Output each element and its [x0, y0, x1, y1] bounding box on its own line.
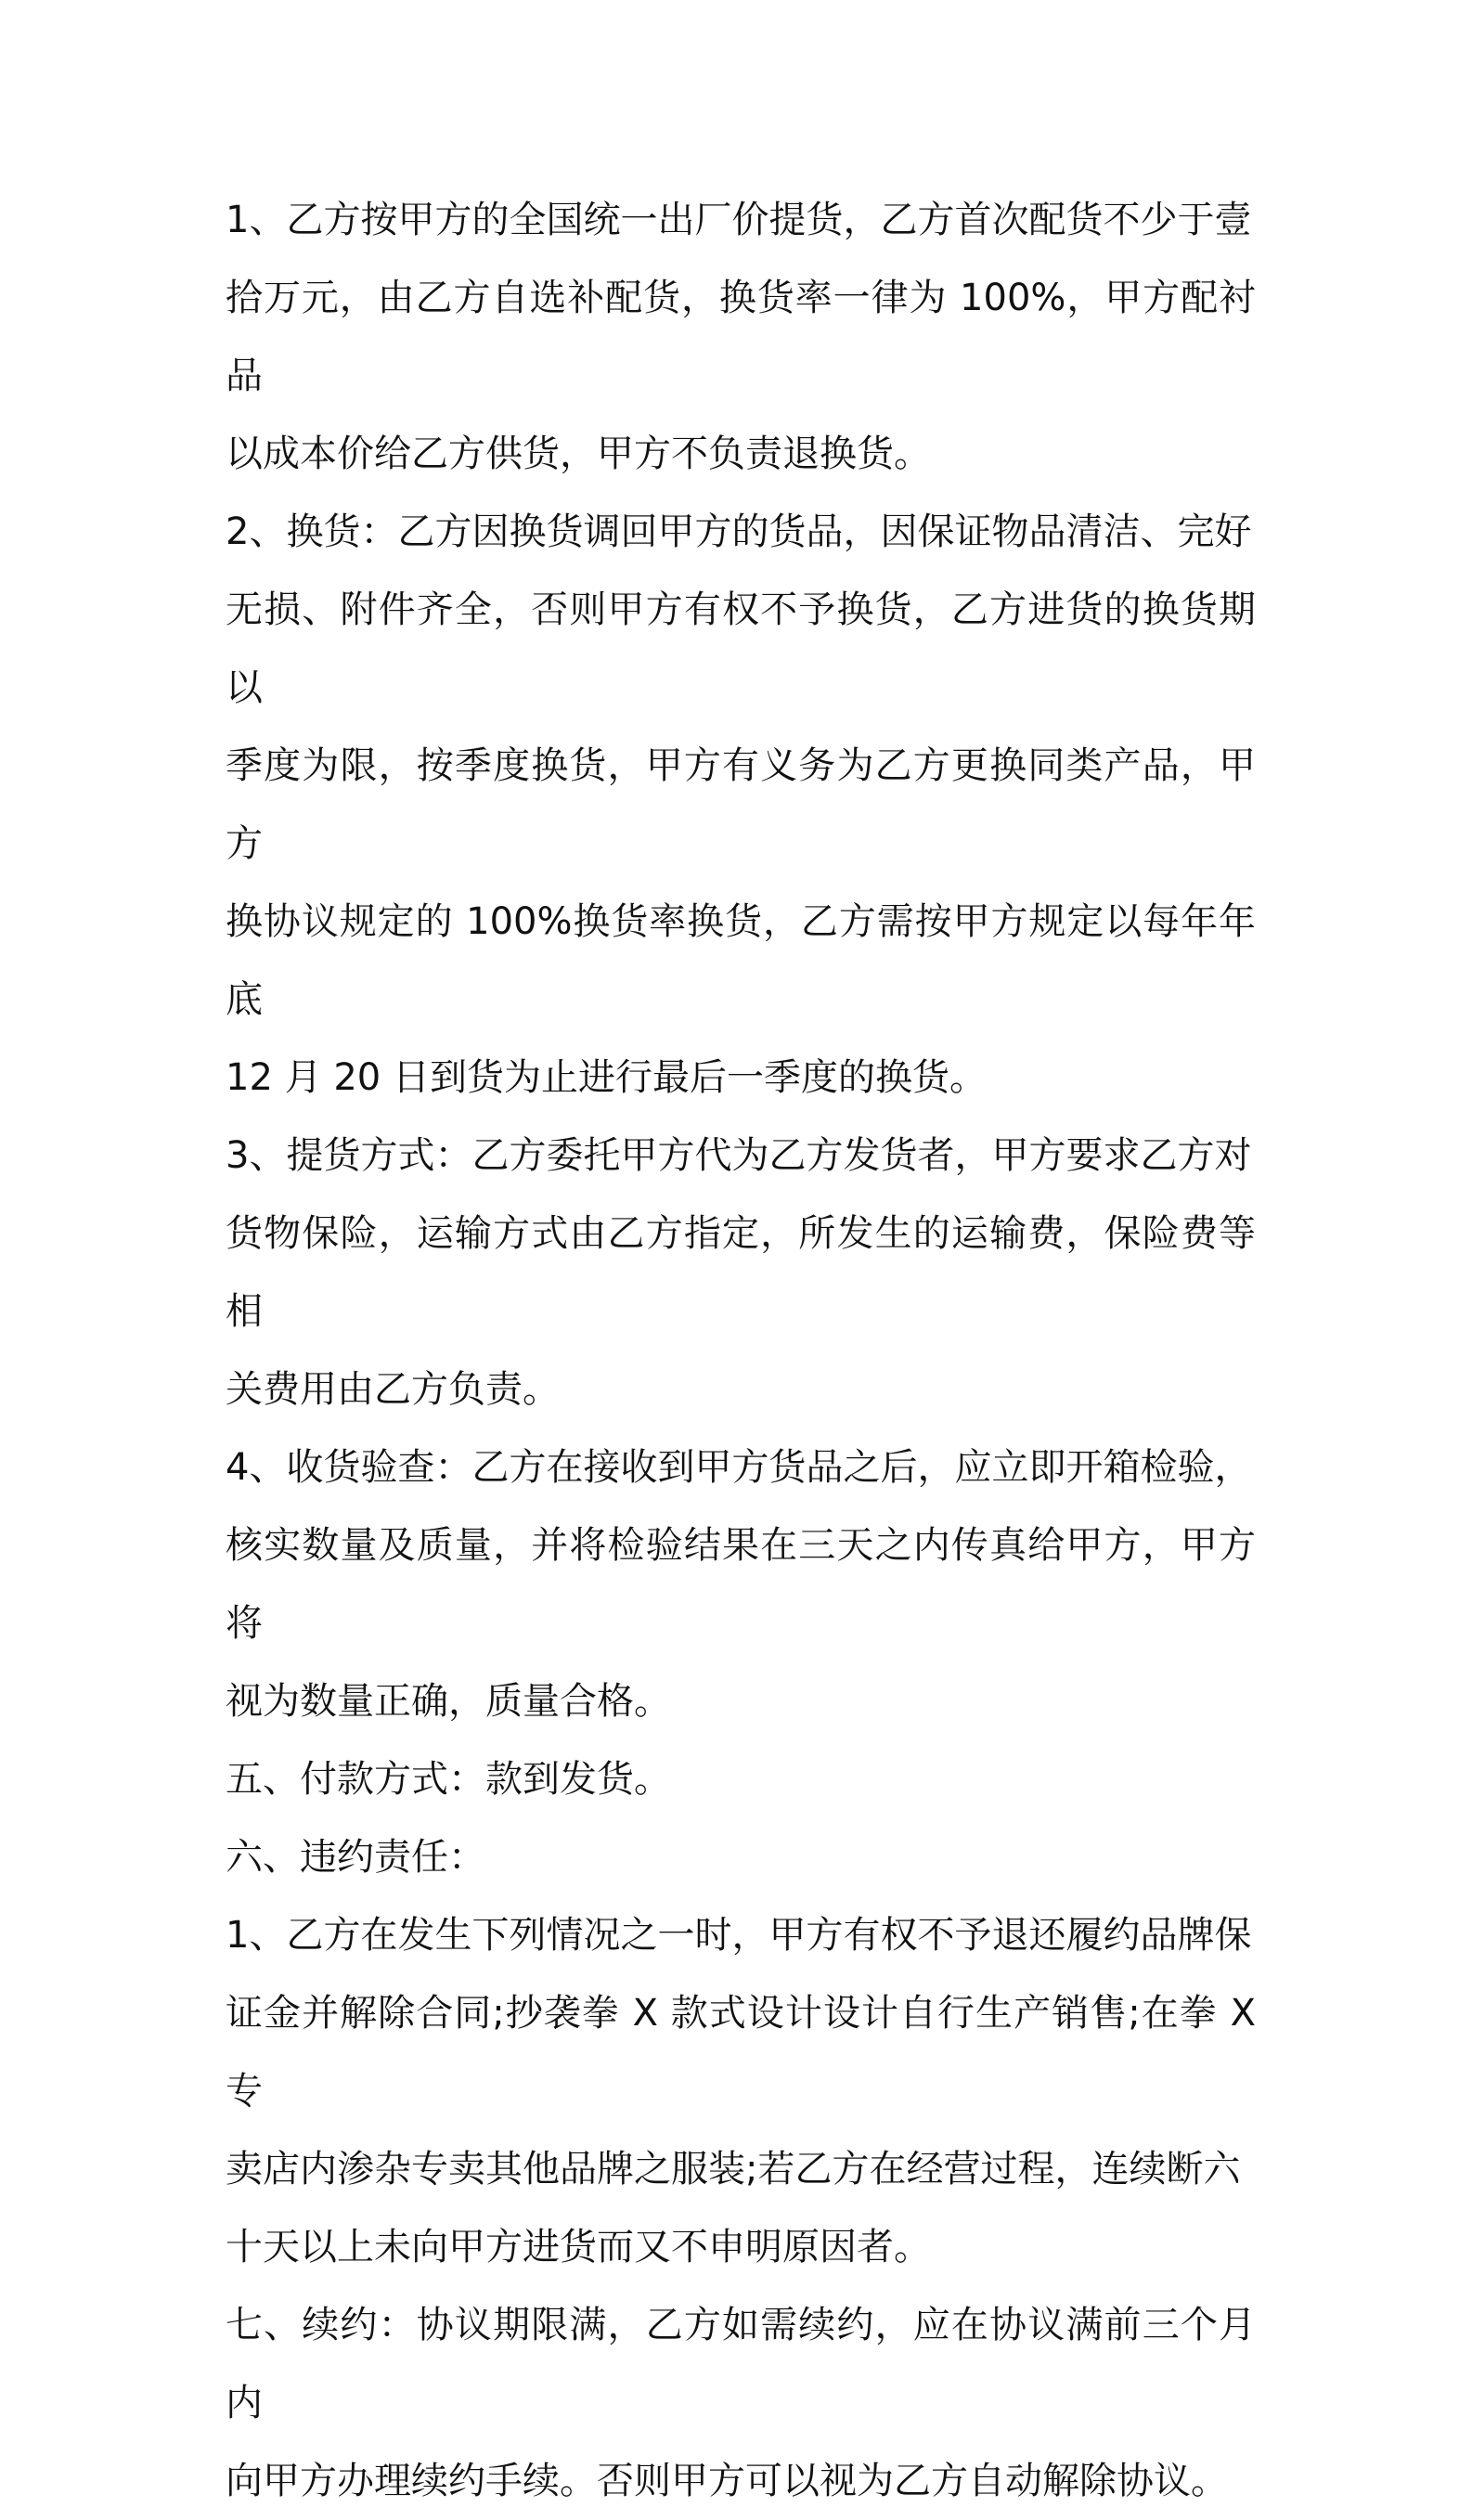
paragraph-section-5-payment: 五、付款方式：款到发货。	[226, 1758, 671, 1801]
paragraph-section-6-clause-1: 1、乙方在发生下列情况之一时，甲方有权不予退还履约品牌保 证金并解除合同;抄袭拳 X 款式设计设计自行生产销售;在拳 X 专 卖店内渗杂专卖其他品牌之服装;若乙方在经营过程，连续断六 十天以上未向甲方进货而又不申明原因者。	[226, 1914, 1256, 2268]
paragraph-clause-1-pickup: 1、乙方按甲方的全国统一出厂价提货，乙方首次配货不少于壹 拾万元，由乙方自选补配货，换货率一律为 100%，甲方配衬品 以成本价给乙方供货，甲方不负责退换货。	[226, 199, 1256, 475]
paragraph-clause-2-exchange: 2、换货：乙方因换货调回甲方的货品，因保证物品清洁、完好 无损、附件齐全，否则甲方有权不予换货，乙方进货的换货期以 季度为限，按季度换货，甲方有义务为乙方更换同类产品，甲方 换协议规定的 100%换货率换货，乙方需按甲方规定以每年年底 12 月 20 日到货为止进行最后一季度的换货。	[226, 510, 1256, 1099]
paragraph-section-7-renewal: 七、续约：协议期限满，乙方如需续约，应在协议满前三个月内 向甲方办理续约手续。否则甲方可以视为乙方自动解除协议。	[226, 2304, 1256, 2502]
document-body	[226, 181, 1256, 2520]
paragraph-clause-4-inspection: 4、收货验查：乙方在接收到甲方货品之后，应立即开箱检验， 核实数量及质量，并将检验结果在三天之内传真给甲方，甲方将 视为数量正确，质量合格。	[226, 1446, 1256, 1723]
paragraph-clause-3-delivery: 3、提货方式：乙方委托甲方代为乙方发货者，甲方要求乙方对 货物保险，运输方式由乙方指定，所发生的运输费，保险费等相 关费用由乙方负责。	[226, 1134, 1256, 1411]
paragraph-section-6-heading: 六、违约责任：	[226, 1836, 485, 1879]
